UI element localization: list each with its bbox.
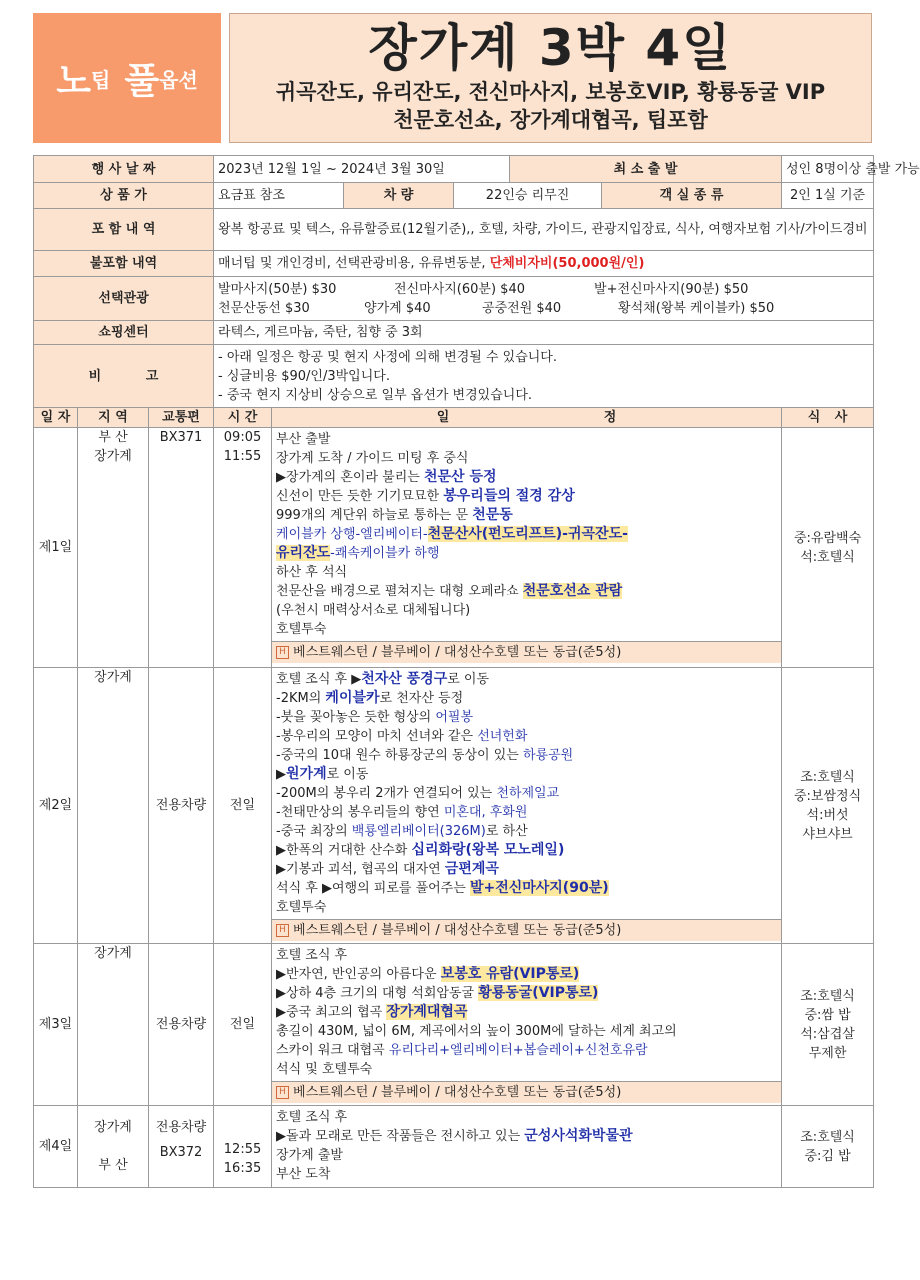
hotel-icon: H [276, 646, 289, 659]
min-departure-label: 최 소 출 발 [510, 156, 782, 183]
period-value: 2023년 12월 1일 ~ 2024년 3월 30일 [214, 156, 510, 183]
badge-option: 옵션 [159, 67, 198, 92]
day-schedule: 호텔 조식 후 ▶반자연, 반인공의 아름다운 보봉호 유람(VIP통로) ▶상하 4층 크기의 대형 석회암동굴 황룡동굴(VIP통로) ▶중국 최고의 협곡 장가계대협곡 총길이 430M, 넓이 6M, 계곡에서의 높이 300M에 달하는 세계 최고의 스카이 워크 대협곡 유리다리+엘리베이터+봅슬레이+신천호유람 석식 및 호텔투숙 H 베스트웨스턴 / 블루베이 / 대성산수호텔 또는 동급(준5성) [272, 944, 782, 1106]
col-schedule: 일 정 [272, 408, 782, 428]
col-region: 지 역 [78, 408, 149, 428]
badge-full: 풀 [124, 60, 160, 102]
col-meal: 식 사 [782, 408, 874, 428]
col-day: 일 자 [34, 408, 78, 428]
option-item: 양가계 $40 [364, 300, 431, 316]
hotel-note: H 베스트웨스턴 / 블루베이 / 대성산수호텔 또는 동급(준5성) [272, 919, 781, 941]
day-meals: 조:호텔식 중:쌈 밥 석:삼겹살 무제한 [782, 944, 874, 1106]
day-row-1 [34, 428, 874, 668]
schedule-header [34, 408, 874, 428]
day-time: 전일 [214, 944, 272, 1106]
hotel-note: H 베스트웨스턴 / 블루베이 / 대성산수호텔 또는 동급(준5성) [272, 641, 781, 663]
remark-line: - 아래 일정은 항공 및 현지 사정에 의해 변경될 수 있습니다. [218, 349, 557, 365]
vehicle-value: 22인승 리무진 [454, 183, 602, 209]
itinerary-table [33, 155, 920, 1188]
exclude-value: 매너팁 및 개인경비, 선택관광비용, 유류변동분, 단체비자비(50,000원/인) [214, 251, 874, 277]
hotel-note: H 베스트웨스턴 / 블루베이 / 대성산수호텔 또는 동급(준5성) [272, 1081, 781, 1103]
price-value: 요금표 참조 [214, 183, 344, 209]
day-transport: 전용차량 BX372 [149, 1106, 214, 1188]
option-item: 공중전원 $40 [482, 300, 562, 316]
day-region: 장가계 부 산 [78, 1106, 149, 1188]
badge-tip: 팁 [91, 67, 111, 92]
day-meals: 조:호텔식 중:보쌈정식 석:버섯 샤브샤브 [782, 668, 874, 944]
remarks-value [214, 345, 874, 408]
col-time: 시 간 [214, 408, 272, 428]
options-label: 선택관광 [34, 277, 214, 321]
remark-line: - 싱글비용 $90/인/3박입니다. [218, 368, 390, 384]
room-type-label: 객 실 종 류 [602, 183, 782, 209]
vehicle-label: 차 량 [344, 183, 454, 209]
day-label: 제4일 [34, 1106, 78, 1188]
subtitle-line-1: 귀곡잔도, 유리잔도, 전신마사지, 보봉호VIP, 황룡동굴 VIP [275, 80, 826, 104]
day-schedule: 호텔 조식 후 ▶돌과 모래로 만든 작품들은 전시하고 있는 군성사석화박물관 장가계 출발 부산 도착 [272, 1106, 782, 1188]
hotel-icon: H [276, 1086, 289, 1099]
visa-fee: 단체비자비(50,000원/인) [489, 256, 645, 271]
exclude-label: 불포함 내역 [34, 251, 214, 277]
option-item: 전신마사지(60분) $40 [394, 281, 525, 297]
include-label: 포 함 내 역 [34, 209, 214, 251]
day-region: 장가계 [78, 944, 149, 1106]
day-row-4 [34, 1106, 874, 1188]
info-row-period [34, 156, 874, 183]
shopping-label: 쇼핑센터 [34, 321, 214, 345]
info-row-include [34, 209, 874, 251]
day-row-3 [34, 944, 874, 1106]
day-transport: 전용차량 [149, 944, 214, 1106]
min-departure-value: 성인 8명이상 출발 가능 [782, 156, 874, 183]
info-row-options [34, 277, 874, 321]
day-time: 09:05 11:55 [214, 428, 272, 668]
room-type-value: 2인 1실 기준 [782, 183, 874, 209]
day-schedule: 부산 출발 장가계 도착 / 가이드 미팅 후 중식 ▶장가계의 혼이라 불리는 천문산 등정 신선이 만든 듯한 기기묘묘한 봉우리들의 절경 감상 999개의 계단위 하늘로 통하는 문 천문동 케이블카 상행-엘리베이터-천문산사(펀도리프트)-귀곡잔도- 유리잔도-쾌속케이블카 하행 하산 후 석식 천문산을 배경으로 펼쳐지는 대형 오페라쇼 천문호선쇼 관람 (우천시 매력상서쇼로 대체됩니다) 호텔투숙 H 베스트웨스턴 / 블루베이 / 대성산수호텔 또는 동급(준5성) [272, 428, 782, 668]
no-tip-full-option-badge [33, 13, 221, 143]
info-row-remarks [34, 345, 874, 408]
day-transport: BX371 [149, 428, 214, 668]
day-label: 제1일 [34, 428, 78, 668]
options-value [214, 277, 874, 321]
day-schedule: 호텔 조식 후 ▶천자산 풍경구로 이동 -2KM의 케이블카로 천자산 등정 -붓을 꽂아놓은 듯한 형상의 어필봉 -봉우리의 모양이 마치 선녀와 같은 선녀헌화 -중국의 10대 원수 하룡장군의 동상이 있는 하룡공원 ▶원가계로 이동 -200M의 봉우리 2개가 연결되어 있는 천하제일교 -천태만상의 봉우리들의 향연 미혼대, 후화원 -중국 최장의 백룡엘리베이터(326M)로 하산 ▶한폭의 거대한 산수화 십리화랑(왕복 모노레일) ▶기봉과 괴석, 협곡의 대자연 금편계곡 석식 후 ▶여행의 피로를 풀어주는 발+전신마사지(90분) 호텔투숙 H 베스트웨스턴 / 블루베이 / 대성산수호텔 또는 동급(준5성) [272, 668, 782, 944]
price-label: 상 품 가 [34, 183, 214, 209]
hotel-icon: H [276, 924, 289, 937]
page-title: 장가계 3박 4일 [368, 19, 733, 77]
col-transport: 교통편 [149, 408, 214, 428]
option-item: 발+전신마사지(90분) $50 [594, 281, 749, 297]
day-time: 12:55 16:35 [214, 1106, 272, 1188]
day-region: 장가계 [78, 668, 149, 944]
badge-no: 노 [56, 60, 92, 102]
shopping-value: 라텍스, 게르마늄, 죽탄, 침향 중 3회 [214, 321, 874, 345]
option-item: 황석채(왕복 케이블카) $50 [618, 300, 775, 316]
info-row-price [34, 183, 874, 209]
info-row-exclude [34, 251, 874, 277]
day-row-2 [34, 668, 874, 944]
include-value: 왕복 항공료 및 텍스, 유류할증료(12월기준),, 호텔, 차량, 가이드, 관광지입장료, 식사, 여행자보험 기사/가이드경비 [214, 209, 874, 251]
day-label: 제3일 [34, 944, 78, 1106]
info-row-shopping [34, 321, 874, 345]
day-meals: 조:호텔식 중:김 밥 [782, 1106, 874, 1188]
day-time: 전일 [214, 668, 272, 944]
option-item: 발마사지(50분) $30 [218, 281, 337, 297]
day-meals: 중:유람백숙 석:호텔식 [782, 428, 874, 668]
option-item: 천문산동선 $30 [218, 300, 310, 316]
remarks-label: 비 고 [34, 345, 214, 408]
subtitle-line-2: 천문호선쇼, 장가계대협곡, 팁포함 [393, 108, 708, 132]
day-region: 부 산 장가계 [78, 428, 149, 668]
period-label: 행 사 날 짜 [34, 156, 214, 183]
day-label: 제2일 [34, 668, 78, 944]
remark-line: - 중국 현지 지상비 상승으로 일부 옵션가 변경있습니다. [218, 387, 533, 403]
day-transport: 전용차량 [149, 668, 214, 944]
title-box [229, 13, 872, 143]
